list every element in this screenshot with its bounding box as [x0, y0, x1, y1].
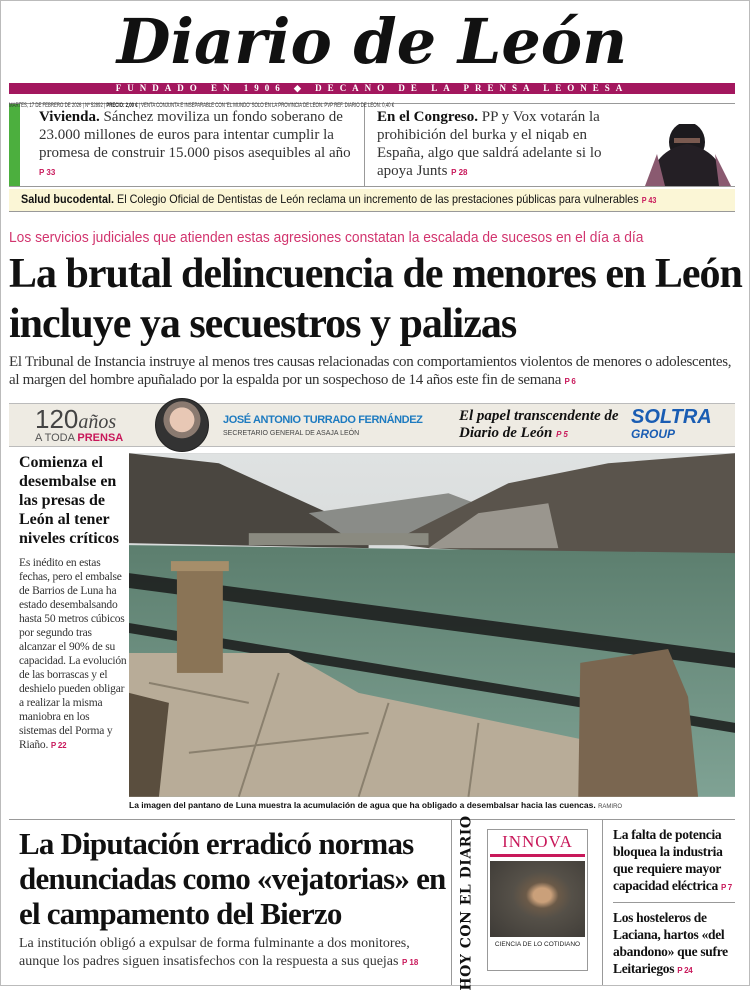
right-column [603, 820, 735, 985]
kicker-text: Los servicios judiciales que atienden estas agresiones constatan la escalada de sucesos en el día a día [9, 229, 644, 246]
bottom-story [9, 820, 451, 985]
page-ref: P 43 [641, 196, 657, 205]
anniversary-banner[interactable] [9, 403, 735, 447]
fineprint: | VENTA CONJUNTA E INSEPARABLE CON 'EL MUNDO' SÓLO EN LA PROVINCIA DE LEÓN. PVP REF. DIARIO DE LEÓN: 0,40 € [137, 103, 395, 109]
reservoir-photo [129, 453, 735, 797]
page-ref: P 6 [564, 377, 576, 386]
banner-title [459, 408, 619, 443]
right-story-2[interactable] [613, 903, 735, 985]
brief-lead: Salud bucodental. [21, 192, 115, 206]
banner-title-text: El papel transcendente de Diario de León [459, 408, 619, 441]
bottom-headline[interactable]: La Diputación erradicó normas denunciadas como «vejatorias» en el campamento del Bierzo [19, 826, 446, 931]
supplement-bar [490, 854, 585, 857]
bottom-section [9, 814, 735, 990]
deck-text: El Tribunal de Instancia instruye al menos tres causas relacionadas con comportamientos violentos de menores o adolescentes, al margen del hombre apuñalado por la espalda por un sospechoso de 14 años este fin de semana [9, 354, 732, 388]
page-ref: P 7 [720, 883, 732, 892]
main-headline[interactable]: La brutal delincuencia de menores en León incluye ya secuestros y palizas [9, 251, 742, 347]
side-body-text: Es inédito en estas fechas, pero el embalse de Barrios de Luna ha estado desembalsando hasta 50 metros cúbicos por segundo tras alcanzar el 90% de su capacidad. La evolución de las borrascas y el deshielo pueden obligar a realizar la misma maniobra en los sistemas del Porma y Riaño. [19, 557, 127, 751]
supplement-title: INNOVA [502, 832, 573, 851]
story-text: Los hosteleros de Laciana, hartos «del abandono» que sufre Leitariegos [613, 910, 728, 976]
right-story-1[interactable] [613, 820, 735, 902]
top-briefs [9, 104, 735, 187]
120-logo [35, 406, 116, 435]
supplement-label-text: HOY CON EL DIARIO [459, 814, 475, 990]
brief-vivienda[interactable] [20, 104, 364, 186]
tagline-bar: FUNDADO EN 1906 ◆ DECANO DE LA PRENSA LEONESA [9, 83, 735, 94]
photo-block [129, 453, 735, 813]
caption-text: La imagen del pantano de Luna muestra la acumulación de agua que ha obligado a desembalsar hacia las cuencas. [129, 800, 599, 810]
brief-text: Sánchez moviliza un fondo soberano de 23.000 millones de euros para intentar cumplir la promesa de construir 15.000 pisos asequibles al año [39, 109, 351, 161]
brief-lead: En el Congreso. [377, 109, 478, 125]
main-kicker [9, 228, 735, 247]
sponsor-logo [631, 407, 712, 441]
person-role: SECRETARIO GENERAL DE ASAJA LEÓN [223, 430, 360, 437]
person-name: JOSÉ ANTONIO TURRADO FERNÁNDEZ [223, 414, 423, 426]
page-ref: P 33 [39, 168, 56, 177]
sponsor-sub: GROUP [631, 427, 676, 441]
supplement-label [452, 814, 482, 990]
side-body [19, 556, 127, 753]
brief-lead: Vivienda. [39, 109, 100, 125]
front-page [9, 1, 742, 990]
bottom-deck [19, 935, 439, 972]
page-ref: P 18 [401, 958, 419, 967]
portrait-photo [155, 398, 209, 452]
date: MARTES, 17 DE FEBRERO DE 2026 | Nº 52892 | [9, 103, 107, 109]
page-ref: P 5 [556, 430, 568, 439]
niqab-photo [639, 124, 735, 186]
green-accent [9, 104, 20, 186]
salud-brief[interactable] [9, 189, 735, 212]
logo-anos: años [78, 411, 117, 433]
story-text: La falta de potencia bloquea la industria que requiere mayor capacidad eléctrica [613, 827, 723, 893]
side-headline[interactable]: Comienza el desembalse en las presas de León al tener niveles críticos [19, 454, 119, 547]
main-deck [9, 353, 743, 391]
logo-number: 120 [35, 404, 79, 434]
supplement-photo [490, 861, 585, 937]
brief-text: El Colegio Oficial de Dentistas de León reclama un incremento de las prestaciones públicas para vulnerables [114, 192, 642, 206]
photo-caption [129, 800, 735, 813]
deck-text: La institución obligó a expulsar de forma fulminante a dos monitores, aunque los padres siguen insatisfechos con la respuesta a sus quejas [19, 936, 410, 969]
sponsor-name: SOLTRA [631, 406, 712, 428]
prensa-text: PRENSA [77, 432, 124, 444]
price: PRECIO: 2,00 € [106, 103, 138, 109]
masthead-logo: Diario de León [116, 5, 628, 78]
brief-text: PP y Vox votarán la prohibición del burka y el niqab en España, algo que saldrá adelante si lo apoya Junts [377, 109, 602, 179]
toda-prensa [35, 432, 123, 444]
middle-section [9, 453, 735, 813]
side-story [9, 453, 125, 753]
page-ref: P 22 [50, 741, 67, 750]
toda-text: A TODA [35, 432, 78, 444]
dateline [9, 94, 735, 109]
supplement-cover[interactable] [487, 829, 588, 971]
page-ref: P 24 [677, 966, 693, 975]
page-ref: P 28 [451, 168, 468, 177]
supplement-caption: CIENCIA DE LO COTIDIANO [494, 941, 581, 948]
brief-congreso[interactable] [365, 104, 627, 186]
photo-credit: RAMIRO [598, 804, 623, 810]
